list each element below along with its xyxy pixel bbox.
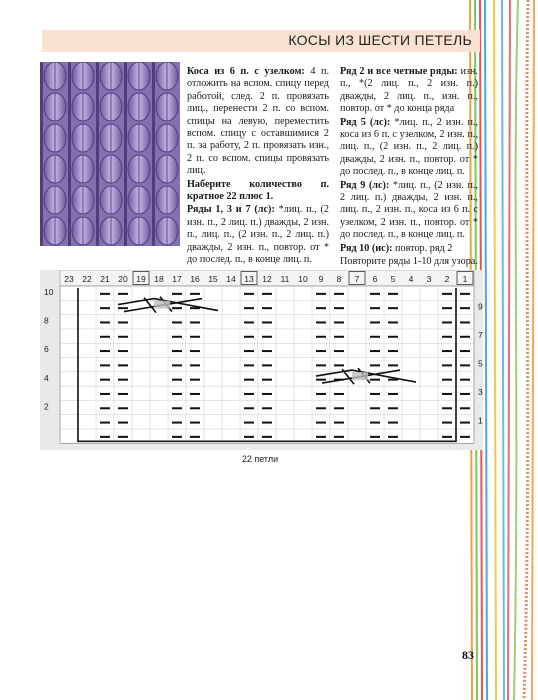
cable-definition-body: 4 п. отложить на вспом. спицу перед работой, след. 2 п. провязать лиц., перенести 2 п. со вспом. спицы на левую, переместить вспом. спицу с оставшимися 2 п. за работу, 2 п. провязать изн., 2 п. со вспом. спицы провязать лиц. — [187, 66, 329, 177]
chart-cable-knot — [154, 301, 170, 309]
knitted-swatch-photo — [40, 62, 180, 246]
swatch-purl-channel — [124, 62, 127, 246]
stripe-5 — [494, 0, 496, 700]
chart-column-number: 22 — [82, 274, 92, 284]
rows-1-3-7-lead: Ряды 1, 3 и 7 (лс): — [187, 204, 275, 216]
chart-column-number: 5 — [390, 274, 396, 284]
chart-column-number: 14 — [226, 274, 236, 284]
chart-column-number: 7 — [354, 274, 360, 284]
chart-row-label-right: 9 — [478, 301, 483, 312]
page-number: 83 — [462, 648, 474, 662]
chart-row-label-left: 4 — [44, 372, 49, 383]
chart-column-number: 12 — [262, 274, 272, 284]
section-banner — [42, 30, 480, 52]
chart-column-number: 8 — [336, 274, 342, 284]
stripe-8 — [514, 0, 518, 700]
stripe-9 — [524, 0, 528, 700]
row-5-lead: Ряд 5 (лс): — [340, 116, 391, 128]
row-5-body: *лиц. п., 2 изн. п., коса из 6 п. с узелком, 2 изн. п., лиц. п., (2 изн. п., 2 лиц. п.) дважды, 2 изн. п., повтор. от * до послед. п., в конце лиц. п. — [340, 116, 478, 178]
swatch-purl-channel — [152, 62, 155, 246]
row-9-lead: Ряд 9 (лс): — [340, 179, 390, 191]
chart-column-number: 1 — [462, 274, 468, 284]
rows-1-3-7 — [187, 204, 329, 266]
swatch-purl-channel — [96, 62, 99, 246]
chart-row-label-right: 7 — [478, 329, 483, 340]
row-2-even — [340, 66, 478, 116]
rows-1-3-7-body: *лиц. п., (2 изн. п., 2 лиц. п.) дважды, 2 изн. п., лиц. п., (2 изн. п., 2 лиц. п.) дважды, 2 изн. п., повтор. от * до послед. п., в конце лиц. п. — [187, 204, 329, 266]
chart-row-label-left: 8 — [44, 315, 49, 326]
chart-row-label-left: 10 — [44, 287, 54, 297]
instructions-column-2 — [340, 66, 478, 270]
chart-column-number: 2 — [444, 274, 450, 284]
cast-on-lead: Наберите количество п. кратное 22 плюс 1. — [187, 178, 329, 203]
page-title: КОСЫ ИЗ ШЕСТИ ПЕТЕЛЬ — [288, 32, 472, 48]
chart-column-number: 19 — [136, 274, 146, 284]
swatch-purl-channel — [40, 62, 43, 246]
cable-definition-lead: Коса из 6 п. с узелком: — [187, 66, 305, 77]
row-10-body: повтор. ряд 2 — [392, 242, 453, 254]
chart-column-number: 10 — [298, 274, 308, 284]
chart-column-number: 18 — [154, 274, 164, 284]
chart-row-label-right: 3 — [478, 387, 483, 398]
row-2-body: изн. п., *(2 лиц. п., 2 изн. п.) дважды, 2 лиц. п., изн. п., повтор. от * до конца ряда — [340, 66, 478, 115]
swatch-purl-channel — [68, 62, 71, 246]
knitting-chart — [40, 270, 483, 450]
chart-cable-knot — [352, 372, 368, 380]
chart-column-number: 11 — [280, 274, 290, 284]
chart-column-number: 16 — [190, 274, 200, 284]
chart-column-number: 6 — [372, 274, 378, 284]
repeat-instruction-body: Повторите ряды 1-10 для узора. — [340, 256, 478, 268]
row-2-lead: Ряд 2 и все четные ряды: — [340, 66, 458, 77]
chart-column-number: 23 — [64, 274, 74, 284]
chart-row-label-right: 1 — [478, 415, 483, 426]
chart-column-number: 15 — [208, 274, 218, 284]
chart-column-number: 4 — [408, 274, 414, 284]
row-10-lead: Ряд 10 (ис): — [340, 242, 393, 254]
stripe-4 — [485, 0, 487, 700]
cable-definition — [187, 66, 329, 178]
row-5 — [340, 117, 478, 179]
chart-column-number: 3 — [426, 274, 432, 284]
chart-row-label-left: 6 — [44, 344, 49, 355]
row-9-body: *лиц. п., (2 изн. п., 2 лиц. п.) дважды, 2 изн. п., лиц. п., 2 изн. п., коса из 6 п. с узелком, 2 изн. п., повтор. от * до послед. п., в конце лиц. п. — [340, 179, 478, 241]
chart-column-number: 21 — [100, 274, 110, 284]
stripe-6 — [502, 0, 504, 700]
stripe-10 — [532, 0, 534, 700]
instructions-column-1 — [187, 66, 329, 268]
chart-column-number: 13 — [244, 274, 254, 284]
chart-column-number: 17 — [172, 274, 182, 284]
chart-column-number: 20 — [118, 274, 128, 284]
chart-row-label-left: 2 — [44, 401, 49, 412]
cast-on-instruction — [187, 179, 329, 204]
row-9 — [340, 180, 478, 242]
chart-row-label-right: 5 — [478, 358, 483, 369]
stripe-7 — [508, 0, 510, 700]
repeat-instruction — [340, 256, 478, 268]
chart-column-number: 9 — [318, 274, 324, 284]
chart-caption: 22 петли — [241, 454, 279, 464]
row-10 — [340, 243, 478, 255]
